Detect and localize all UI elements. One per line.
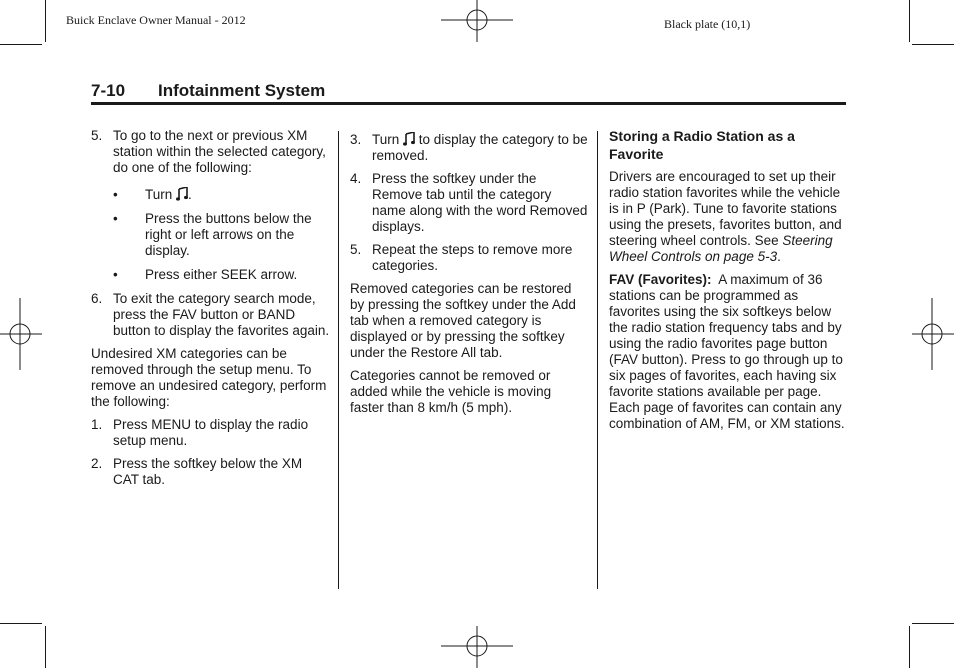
item-text: to display the category to be removed. xyxy=(372,132,588,163)
item-number: 2. xyxy=(91,456,103,471)
bullet-text: Turn xyxy=(145,187,173,202)
title-rule xyxy=(91,102,846,105)
registration-mark-icon xyxy=(912,298,954,370)
page-number: 7-10 xyxy=(91,81,126,100)
item-text: Repeat the steps to remove more categories. xyxy=(372,242,573,273)
cross-reference-link[interactable]: Steering Wheel Controls on page 5-3 xyxy=(609,233,833,264)
item-text: To exit the category search mode, press the FAV button or BAND button to display the favorites again. xyxy=(113,291,330,338)
registration-mark-icon xyxy=(0,298,42,370)
plate-label: Black plate (10,1) xyxy=(664,17,751,31)
page-title xyxy=(91,81,325,101)
item-number: 5. xyxy=(350,242,362,257)
column-divider xyxy=(338,131,339,589)
item-text: Press the softkey under the Remove tab until the category name along with the word Removed displays. xyxy=(372,171,588,234)
paragraph-text: . xyxy=(777,249,781,264)
paragraph: Undesired XM categories can be removed through the setup menu. To remove an undesired category, perform the following: xyxy=(91,346,327,409)
bullet-item xyxy=(113,187,331,203)
list-item xyxy=(350,132,588,164)
bullet-text: . xyxy=(188,187,192,202)
bullet-mark: • xyxy=(113,187,118,202)
bullet-text: Press the buttons below the right or left arrows on the display. xyxy=(145,211,312,258)
list-item xyxy=(91,417,331,449)
crop-mark xyxy=(912,623,954,624)
paragraph: Removed categories can be restored by pressing the softkey under the Add tab when a removed category is displayed or by pressing the softkey under the Restore All tab. xyxy=(350,281,576,360)
crop-mark xyxy=(909,0,910,42)
registration-mark-icon xyxy=(441,0,513,42)
list-item xyxy=(350,242,588,274)
item-number: 1. xyxy=(91,417,103,432)
music-note-icon xyxy=(403,132,415,146)
fav-label: FAV (Favorites): xyxy=(609,272,712,287)
bullet-item xyxy=(113,267,331,283)
paragraph-text: A maximum of 36 stations can be programmed as favorites using the six softkeys below the radio station frequency tabs and by using the radio favorites page button (FAV button). Press to go through up to six pages of favorites, each having six favorite stations available per page. Each page of favorites can contain any combination of AM, FM, or XM stations. xyxy=(609,272,845,431)
list-item xyxy=(350,171,588,235)
crop-mark xyxy=(912,44,954,45)
paragraph: Categories cannot be removed or added while the vehicle is moving faster than 8 km/h (5 mph). xyxy=(350,368,552,415)
column-divider xyxy=(597,131,598,589)
column-1 xyxy=(91,128,331,495)
music-note-icon xyxy=(176,187,188,201)
list-item xyxy=(91,291,331,339)
crop-mark xyxy=(909,626,910,668)
item-number: 3. xyxy=(350,132,362,147)
bullet-mark: • xyxy=(113,211,118,226)
item-text: Press the softkey below the XM CAT tab. xyxy=(113,456,303,487)
crop-mark xyxy=(45,0,46,42)
manual-title: Buick Enclave Owner Manual - 2012 xyxy=(66,13,246,27)
item-number: 5. xyxy=(91,128,103,143)
item-number: 4. xyxy=(350,171,362,186)
section-heading: Storing a Radio Station as a Favorite xyxy=(609,128,795,162)
item-text: Press MENU to display the radio setup menu. xyxy=(113,417,309,448)
list-item xyxy=(91,128,331,176)
column-2 xyxy=(350,132,588,423)
crop-mark xyxy=(0,44,42,45)
paragraph xyxy=(609,272,849,432)
item-text: To go to the next or previous XM station within the selected category, do one of the following: xyxy=(113,128,326,175)
registration-mark-icon xyxy=(441,626,513,668)
section-title: Infotainment System xyxy=(158,81,326,100)
bullet-text: Press either SEEK arrow. xyxy=(145,267,298,282)
item-number: 6. xyxy=(91,291,103,306)
bullet-mark: • xyxy=(113,267,118,282)
list-item xyxy=(91,456,331,488)
crop-mark xyxy=(45,626,46,668)
column-3 xyxy=(609,127,849,439)
item-text: Turn xyxy=(372,132,400,147)
bullet-item xyxy=(113,211,331,259)
crop-mark xyxy=(0,623,42,624)
paragraph xyxy=(609,169,849,265)
paragraph-text: Drivers are encouraged to set up their radio station favorites while the vehicle is in P (Park). Tune to favorite stations using the presets, favorites button, and steering wheel controls. See xyxy=(609,169,842,248)
